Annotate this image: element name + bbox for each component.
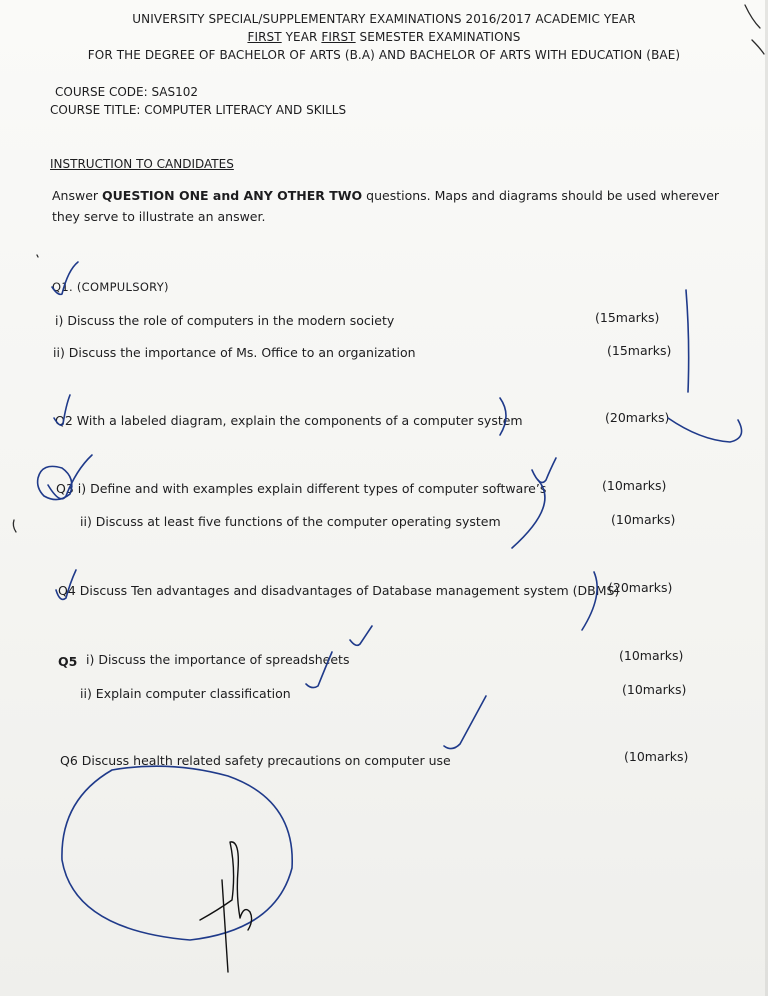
q4-marks: (20marks) xyxy=(608,580,673,595)
q5-label: Q5 xyxy=(58,654,78,669)
header-first-year: FIRST xyxy=(247,30,282,44)
instructions-text xyxy=(52,188,719,203)
q6-text: Q6 Discuss health related safety precautions on computer use xyxy=(60,753,451,768)
q1-part-ii: ii) Discuss the importance of Ms. Office to an organization xyxy=(53,345,416,360)
q2-text: Q2 With a labeled diagram, explain the components of a computer system xyxy=(55,413,523,428)
q2-swoosh xyxy=(668,418,742,442)
signature-circle xyxy=(62,766,292,940)
q1-bracket-line xyxy=(686,290,689,392)
q3-part-ii: ii) Discuss at least five functions of the computer operating system xyxy=(80,514,501,529)
q5-part-i-marks: (10marks) xyxy=(619,648,684,663)
header-first-semester: FIRST xyxy=(321,30,356,44)
q1-label: Q1. (COMPULSORY) xyxy=(52,280,169,294)
header-year-word: YEAR xyxy=(281,30,322,44)
instructions-text-bold: QUESTION ONE and ANY OTHER TWO xyxy=(102,188,363,203)
instructions-text-line2: they serve to illustrate an answer. xyxy=(52,209,266,224)
q6-marks: (10marks) xyxy=(624,749,689,764)
handwritten-signature xyxy=(200,842,252,930)
q4-bracket xyxy=(582,572,597,630)
instructions-text-end: questions. Maps and diagrams should be used wherever xyxy=(362,188,720,203)
q3-part-i: Q3 i) Define and with examples explain different types of computer software’s xyxy=(56,481,547,496)
q6-tick-mark xyxy=(444,696,486,749)
exam-header-line2 xyxy=(0,30,768,44)
q5-part-i: i) Discuss the importance of spreadsheets xyxy=(86,652,350,667)
q1-part-i-marks: (15marks) xyxy=(595,310,660,325)
instructions-heading: INSTRUCTION TO CANDIDATES xyxy=(50,157,234,171)
signature-stroke xyxy=(222,880,228,972)
q5-tick-1 xyxy=(350,626,372,645)
margin-pencil-mark xyxy=(13,520,16,532)
q3-right-tick xyxy=(532,458,556,482)
q5-part-ii-marks: (10marks) xyxy=(622,682,687,697)
instructions-text-start: Answer xyxy=(52,188,103,203)
course-title: COURSE TITLE: COMPUTER LITERACY AND SKILLS xyxy=(50,103,347,117)
margin-dot xyxy=(37,255,38,257)
q3-part-ii-marks: (10marks) xyxy=(611,512,676,527)
q1-part-ii-marks: (15marks) xyxy=(607,343,672,358)
q3-part-i-marks: (10marks) xyxy=(602,478,667,493)
q2-marks: (20marks) xyxy=(605,410,670,425)
q1-part-i: i) Discuss the role of computers in the modern society xyxy=(55,313,395,328)
q4-text: Q4 Discuss Ten advantages and disadvantages of Database management system (DBMS) xyxy=(58,583,620,598)
course-code: COURSE CODE: SAS102 xyxy=(55,85,199,99)
exam-header-line1: UNIVERSITY SPECIAL/SUPPLEMENTARY EXAMINATIONS 2016/2017 ACADEMIC YEAR xyxy=(132,12,636,26)
exam-header-line3: FOR THE DEGREE OF BACHELOR OF ARTS (B.A) AND BACHELOR OF ARTS WITH EDUCATION (BAE) xyxy=(87,48,681,62)
q5-part-ii: ii) Explain computer classification xyxy=(80,686,291,701)
header-semester-text: SEMESTER EXAMINATIONS xyxy=(355,30,521,44)
